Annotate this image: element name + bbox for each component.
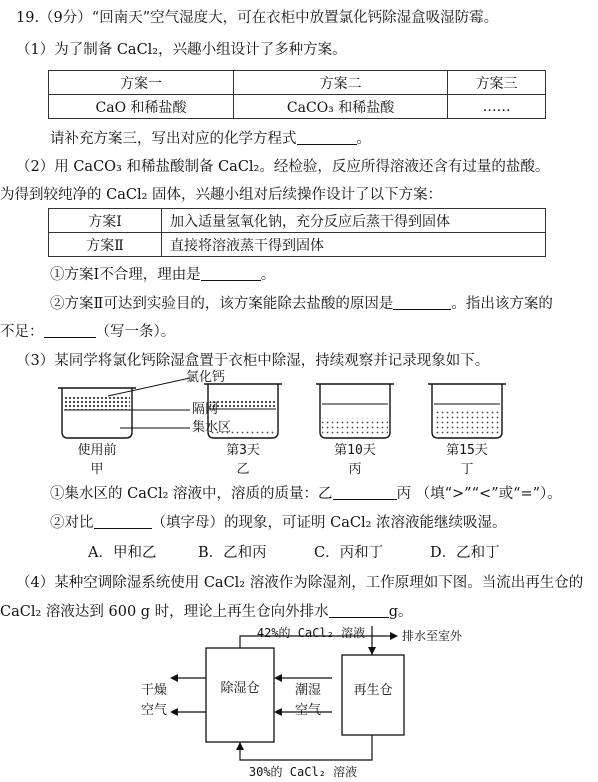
part3-intro: （3）某同学将氯化钙除湿盒置于衣柜中除湿，持续观察并记录现象如下。: [16, 353, 490, 369]
answer-blank[interactable]: [94, 514, 152, 529]
part2-q1-end: 。: [260, 267, 276, 283]
regen-chamber-label: 再生仓: [353, 683, 393, 698]
label-water-zone: 集水区: [192, 420, 232, 435]
part1-intro: （1）为了制备 CaCl₂，兴趣小组设计了多种方案。: [16, 42, 347, 58]
box-before-use: [58, 388, 136, 438]
part2-q1-text: ①方案Ⅰ不合理，理由是: [50, 267, 201, 283]
plans-table-header: 方案二: [234, 71, 448, 95]
part2-q2-text2: 。指出该方案的: [451, 296, 553, 312]
plans-table-header: 方案三: [448, 71, 546, 95]
part4-line1: （4）某种空调除湿系统使用 CaCl₂ 溶液作为除湿剂，工作原理如下图。当流出再生仓的: [16, 575, 584, 591]
box-day15: [428, 384, 506, 438]
caption-day: 第3天: [226, 443, 260, 458]
part4-line2-end: g。: [388, 604, 413, 620]
scheme-desc: 直接将溶液蒸干得到固体: [162, 233, 546, 257]
plans-table-cell: CaCO₃ 和稀盐酸: [234, 95, 448, 119]
humid-air-label-1: 潮湿: [294, 683, 321, 698]
drain-label: 排水至室外: [402, 629, 463, 643]
part1-task-text: 请补充方案三，写出对应的化学方程式: [50, 131, 297, 147]
caption-tag: 丙: [348, 462, 362, 477]
part2-q2-text3: 不足：: [0, 324, 44, 340]
caption-tag: 乙: [236, 462, 250, 477]
part4-line2: [0, 602, 598, 622]
plans-table-header: 方案一: [49, 71, 234, 95]
part3-q1-end: 丙 （填“>”“<”或“=”）。: [396, 486, 562, 502]
option-b[interactable]: B．乙和丙: [198, 545, 267, 561]
option-a[interactable]: A．甲和乙: [88, 545, 157, 561]
part2-q2-text4: （写一条）。: [95, 324, 176, 340]
answer-blank[interactable]: [329, 603, 389, 618]
caption-tag: 甲: [90, 462, 104, 477]
dry-air-label-1: 干燥: [140, 683, 167, 698]
humid-air-label-2: 空气: [294, 703, 321, 718]
scheme-desc: 加入适量氢氧化钠，充分反应后蒸干得到固体: [162, 209, 546, 233]
dehumid-chamber-label: 除湿仓: [220, 681, 260, 696]
top-flow-label: 42%的 CaCl₂ 溶液: [256, 626, 366, 640]
part1-task-end: 。: [356, 131, 371, 147]
options-row: [88, 543, 598, 563]
caption-day: 第15天: [446, 443, 488, 458]
part3-q2: [50, 513, 598, 533]
part3-q1: [50, 484, 598, 504]
part2-q2-text: ②方案Ⅱ可达到实验目的，该方案能除去盐酸的原因是: [50, 296, 394, 312]
scheme-name: 方案Ⅱ: [49, 233, 162, 257]
bottom-flow-label: 30%的 CaCl₂ 溶液: [248, 765, 358, 779]
part3-q1-text: ①集水区的 CaCl₂ 溶液中，溶质的质量：乙: [50, 486, 333, 502]
caption-day: 使用前: [77, 443, 117, 458]
caption-day: 第10天: [334, 443, 376, 458]
part3-q2-text: ②对比: [50, 515, 94, 531]
plans-table-cell: ……: [448, 95, 546, 119]
option-c[interactable]: C．丙和丁: [314, 545, 384, 561]
question-title: 19.（9分）“回南天”空气湿度大，可在衣柜中放置氯化钙除湿盒吸湿防霉。: [16, 10, 499, 26]
dry-air-label-2: 空气: [140, 703, 167, 718]
label-calcium-chloride: 氯化钙: [186, 370, 226, 385]
box-day10: [316, 384, 394, 438]
plans-table-cell: CaO 和稀盐酸: [49, 95, 234, 119]
part4-line2-text: CaCl₂ 溶液达到 600 g 时，理论上再生仓向外排水: [0, 604, 329, 620]
part2-line2: 为得到较纯净的 CaCl₂ 固体，兴趣小组对后续操作设计了以下方案：: [0, 187, 442, 203]
answer-blank[interactable]: [333, 485, 397, 500]
caption-tag: 丁: [460, 462, 474, 477]
part3-q2-end: （填字母）的现象，可证明 CaCl₂ 浓溶液能继续吸湿。: [151, 515, 507, 531]
option-d[interactable]: D．乙和丁: [430, 545, 500, 561]
scheme-name: 方案Ⅰ: [49, 209, 162, 233]
part2-line1: （2）用 CaCO₃ 和稀盐酸制备 CaCl₂。经检验，反应所得溶液还含有过量的盐酸。: [16, 159, 550, 175]
label-mesh: 隔网: [192, 402, 219, 417]
